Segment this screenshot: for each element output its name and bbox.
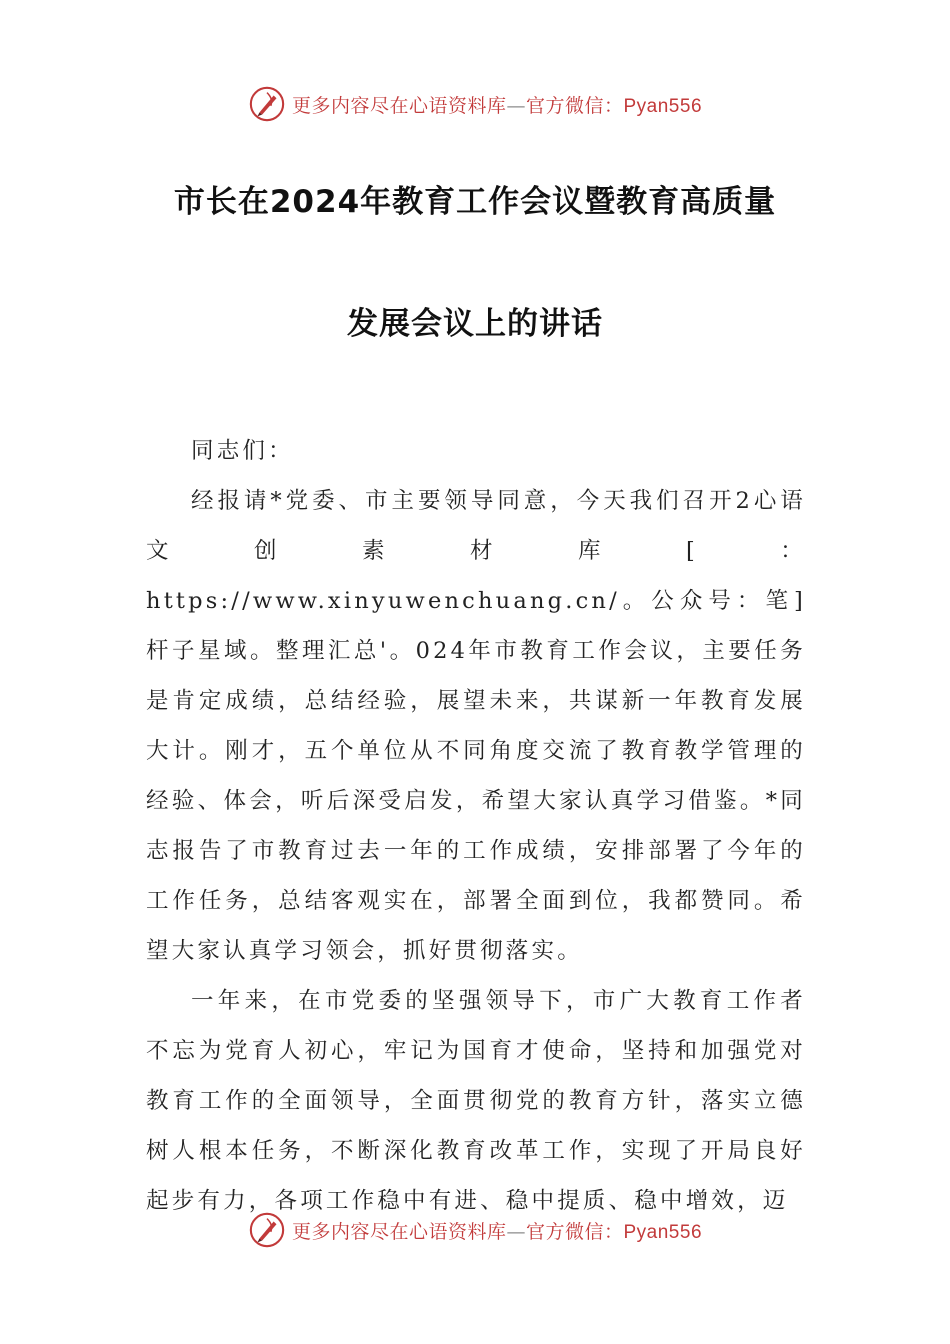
watermark-separator: — xyxy=(506,1220,526,1243)
footer-watermark xyxy=(0,1208,950,1252)
paragraph-2: 一年来，在市党委的坚强领导下，市广大教育工作者不忘为党育人初心，牢记为国育才使命，坚持和加强党对教育工作的全面领导，全面贯彻党的教育方针，落实立德树人根本任务，不断深化教育改革工作，实现了开局良好起步有力，各项工作稳中有进、稳中提质、稳中增效，迈 xyxy=(146,988,806,1214)
watermark-main: 更多内容尽在心语资料库 xyxy=(291,94,507,117)
watermark-text xyxy=(292,91,702,118)
quill-logo-icon xyxy=(248,85,286,123)
document-body xyxy=(146,426,806,1226)
watermark-official: 官方微信： xyxy=(525,1220,624,1243)
watermark-main: 更多内容尽在心语资料库 xyxy=(291,1220,507,1243)
greeting: 同志们： xyxy=(191,438,294,464)
quill-logo-icon xyxy=(248,1211,286,1249)
watermark-text xyxy=(292,1217,702,1244)
watermark-official: 官方微信： xyxy=(525,94,624,117)
paragraph-1: 经报请*党委、市主要领导同意，今天我们召开2心语文创素材库[：https://www.xinyuwenchuang.cn/。公众号：笔]杆子星域。整理汇总'。024年市教育工作会议，主要任务是肯定成绩，总结经验，展望未来，共谋新一年教育发展大计。刚才，五个单位从不同角度交流了教育教学管理的经验、体会，听后深受启发，希望大家认真学习借鉴。*同志报告了市教育过去一年的工作成绩，安排部署了今年的工作任务，总结客观实在，部署全面到位，我都赞同。希望大家认真学习领会，抓好贯彻落实。 xyxy=(146,488,806,964)
watermark-wechat-id: Pyan556 xyxy=(623,95,703,117)
document-title-line2: 发展会议上的讲话 xyxy=(347,306,603,342)
watermark-wechat-id: Pyan556 xyxy=(623,1221,703,1243)
watermark-separator: — xyxy=(506,94,526,117)
document-title-line1: 市长在2024年教育工作会议暨教育高质量 xyxy=(173,184,777,220)
header-watermark xyxy=(0,82,950,126)
